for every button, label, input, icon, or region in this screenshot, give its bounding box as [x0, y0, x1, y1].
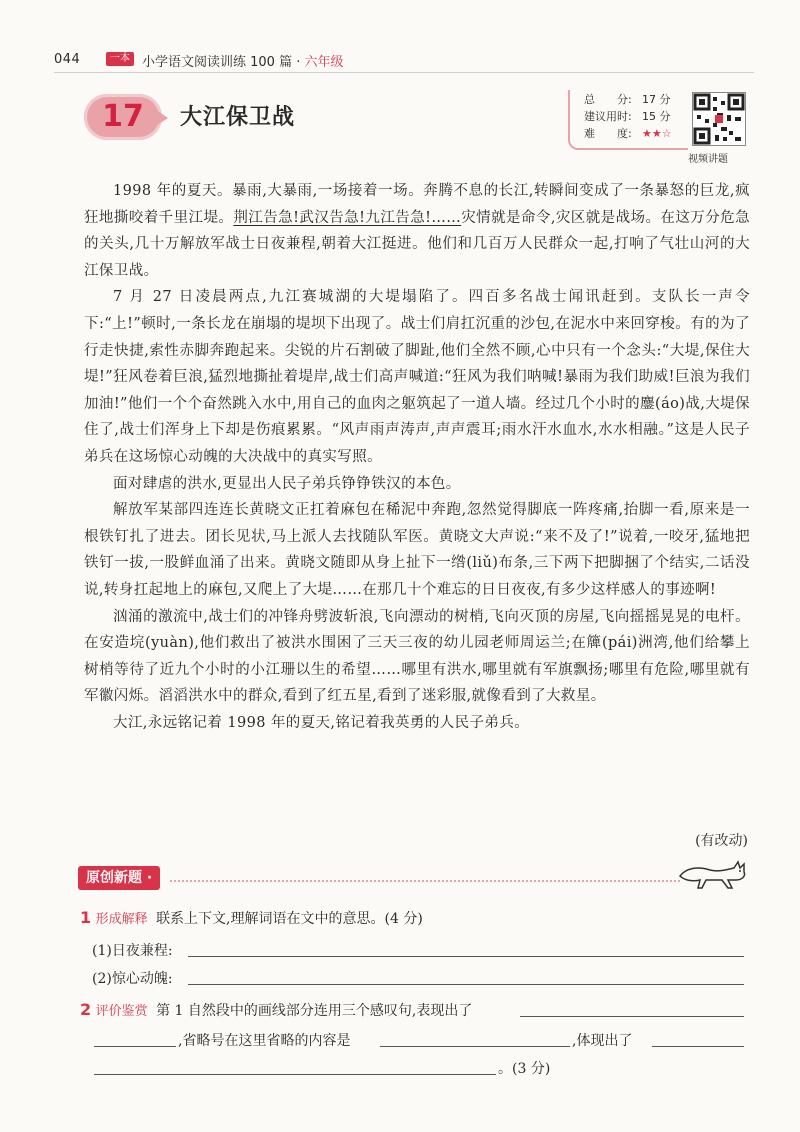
lesson-title: 大江保卫战	[180, 105, 296, 130]
question-2-mid-2: ,体现出了	[572, 1033, 633, 1049]
meta-difficulty: 难 度: ★★☆	[584, 127, 672, 140]
question-1-type: 形成解释	[95, 912, 148, 927]
brand-logo: 一本	[106, 52, 134, 66]
lesson-number: 17	[102, 99, 144, 134]
lesson-arrow-icon	[156, 110, 168, 126]
paragraph-5: 汹涌的激流中,战士们的冲锋舟劈波斩浪,飞向漂动的树梢,飞向灭顶的房屋,飞向摇摇晃晃的电杆。在安造垸(yuàn),他们救出了被洪水围困了三天三夜的幼儿园老师周运兰;在簰(pái)洲湾,他们给攀上树梢等待了近九个小时的小江珊以生的希望……哪里有洪水,哪里就有军旗飘扬;哪里有危险,哪里就有军徽闪烁。滔滔洪水中的群众,看到了红五星,看到了迷彩服,就像看到了大救星。	[84, 608, 750, 705]
underlined-sentence: 荆江告急!武汉告急!九江告急!……	[233, 209, 462, 226]
lesson-number-badge	[84, 94, 162, 140]
question-2-end: 。(3 分)	[498, 1061, 551, 1077]
question-2-text: 第 1 自然段中的画线部分连用三个感叹句,表现出了	[156, 1003, 473, 1019]
running-cat-icon	[676, 858, 752, 892]
question-2-mid-1: ,省略号在这里省略的内容是	[178, 1033, 351, 1049]
video-label: 视频讲题	[688, 154, 728, 165]
article-body	[84, 178, 750, 736]
paragraph-3: 面对肆虐的洪水,更显出人民子弟兵铮铮铁汉的本色。	[113, 475, 461, 492]
meta-score: 总 分: 17 分	[584, 93, 671, 106]
question-1	[80, 908, 423, 928]
paragraph-6: 大江,永远铭记着 1998 年的夏天,铭记着我英勇的人民子弟兵。	[113, 714, 530, 731]
paragraph-4: 解放军某部四连连长黄晓文正扛着麻包在稀泥中奔跑,忽然觉得脚底一阵疼痛,抬脚一看,原来是一根铁钉扎了进去。团长见状,马上派人去找随队军医。黄晓文大声说:“来不及了!”说着,一咬牙,猛地把铁钉一拔,一股鲜血涌了出来。黄晓文随即从身上扯下一绺(liǔ)布条,三下两下把脚捆了个结实,二话没说,转身扛起地上的麻包,又爬上了大堤……在那几十个难忘的日日夜夜,有多少这样感人的事迹啊!	[84, 502, 750, 598]
question-2-type: 评价鉴赏	[95, 1004, 148, 1019]
answer-line-3[interactable]	[520, 1016, 744, 1017]
qr-code-icon[interactable]	[692, 92, 746, 146]
section-tag: 原创新题 ·	[78, 866, 160, 890]
header-divider	[54, 72, 754, 73]
difficulty-stars-icon: ★★☆	[642, 127, 672, 140]
question-1-text: 联系上下文,理解词语在文中的意思。(4 分)	[156, 911, 423, 927]
section-divider	[170, 880, 680, 882]
question-1-item-1: (1)日夜兼程:	[92, 943, 173, 959]
answer-line-2[interactable]	[188, 984, 744, 985]
question-2	[80, 1000, 472, 1020]
grade-label: 六年级	[304, 55, 344, 70]
answer-line-4[interactable]	[94, 1046, 176, 1047]
answer-line-1[interactable]	[188, 956, 744, 957]
answer-line-6[interactable]	[652, 1046, 744, 1047]
paragraph-2: 7 月 27 日凌晨两点,九江赛城湖的大堤塌陷了。四百多名战士闻讯赶到。支队长一声令下:“上!”顿时,一条长龙在崩塌的堤坝下出现了。战士们肩扛沉重的沙包,在泥水中来回穿梭。有的为了行走快捷,索性赤脚奔跑起来。尖锐的片石割破了脚趾,他们全然不顾,心中只有一个念头:“大堤,保住大堤!”狂风卷着巨浪,猛烈地撕扯着堤岸,战士们高声喊道:“狂风为我们呐喊!暴雨为我们助威!巨浪为我们加油!”他们一个个奋然跳入水中,用自己的血肉之躯筑起了一道人墙。经过几个小时的鏖(áo)战,大堤保住了,战士们浑身上下却是伤痕累累。“风声雨声涛声,声声震耳;雨水汗水血水,水水相融。”这是人民子弟兵在这场惊心动魄的大决战中的真实写照。	[84, 289, 750, 465]
answer-line-7[interactable]	[94, 1074, 496, 1075]
paragraph-1: 1998 年的夏天。暴雨,大暴雨,一场接着一场。奔腾不息的长江,转瞬间变成了一条暴怒的巨龙,疯狂地撕咬着千里江堤。荆江告急!武汉告急!九江告急!……灾情就是命令,灾区就是战场。在这万分危急的关头,几十万解放军战士日夜兼程,朝着大江挺进。他们和几百万人民群众一起,打响了气壮山河的大江保卫战。	[84, 183, 751, 279]
series-title	[142, 51, 344, 70]
question-1-number: 1	[80, 908, 92, 927]
page-header	[54, 48, 754, 74]
answer-line-5[interactable]	[380, 1046, 570, 1047]
question-2-number: 2	[80, 1000, 92, 1019]
lesson-meta	[568, 90, 688, 150]
page-number: 044	[54, 52, 81, 67]
meta-time: 建议用时: 15 分	[584, 110, 671, 123]
question-1-item-2: (2)惊心动魄:	[92, 971, 173, 987]
series-name: 小学语文阅读训练 100 篇 ·	[142, 55, 305, 70]
source-note: (有改动)	[695, 833, 748, 849]
